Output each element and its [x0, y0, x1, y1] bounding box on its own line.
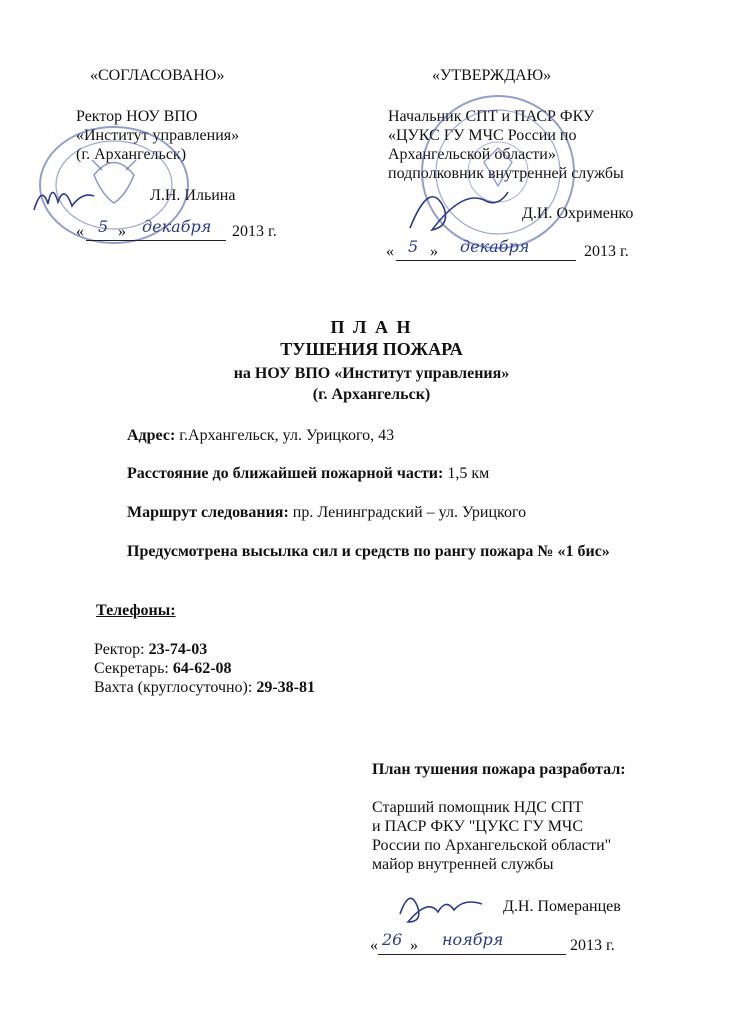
distance-line — [127, 464, 489, 483]
left-date-open-quote: « — [76, 223, 84, 240]
address-line — [127, 426, 394, 445]
address-value: г.Архангельск, ул. Урицкого, 43 — [175, 427, 395, 444]
phones-heading: Телефоны: — [96, 602, 176, 619]
developer-heading: План тушения пожара разработал: — [372, 761, 626, 778]
right-date-year: 2013 г. — [584, 243, 629, 260]
left-approval-line-3: (г. Архангельск) — [76, 146, 187, 163]
left-date-close-quote: » — [118, 223, 126, 240]
phone-rector-number: 23-74-03 — [148, 641, 208, 658]
phone-secretary-number: 64-62-08 — [172, 660, 232, 677]
left-approval-line-2: «Институт управления» — [76, 127, 240, 144]
right-date-day: 5 — [408, 237, 419, 256]
developer-signature — [396, 884, 496, 924]
left-date-month: декабря — [142, 217, 212, 236]
right-approval-line-2: «ЦУКС ГУ МЧС России по — [388, 127, 577, 144]
left-approval-signer: Л.Н. Ильина — [150, 187, 236, 204]
phone-rector-label: Ректор: — [94, 641, 149, 658]
right-date-open-quote: « — [386, 243, 394, 260]
developer-date-close-quote: » — [410, 937, 418, 954]
developer-date-underline — [378, 954, 566, 955]
right-signature — [404, 176, 514, 236]
right-date-close-quote: » — [430, 243, 438, 260]
developer-line-2: и ПАСР ФКУ "ЦУКС ГУ МЧС — [372, 818, 583, 835]
route-value: пр. Ленинградский – ул. Урицкого — [288, 504, 527, 521]
right-date-month: декабря — [460, 237, 530, 256]
route-label: Маршрут следования: — [127, 504, 289, 521]
right-approval-line-4: подполковник внутренней службы — [388, 165, 624, 182]
distance-label: Расстояние до ближайшей пожарной части: — [127, 465, 444, 482]
developer-line-4: майор внутренней службы — [372, 856, 554, 873]
right-approval-heading: «УТВЕРЖДАЮ» — [432, 67, 552, 84]
plan-object-name: на НОУ ВПО «Институт управления» — [233, 365, 510, 382]
developer-date-year: 2013 г. — [570, 937, 615, 954]
phone-guard — [94, 678, 315, 697]
distance-value: 1,5 км — [443, 465, 490, 482]
address-label: Адрес: — [127, 427, 176, 444]
plan-title: П Л А Н — [330, 317, 413, 337]
plan-subtitle: ТУШЕНИЯ ПОЖАРА — [280, 339, 463, 359]
developer-signer: Д.Н. Померанцев — [503, 898, 621, 915]
left-date-underline — [86, 240, 226, 241]
left-signature — [30, 180, 100, 220]
developer-date-month: ноября — [442, 930, 504, 949]
plan-object-city: (г. Архангельск) — [312, 386, 431, 403]
left-approval-heading: «СОГЛАСОВАНО» — [90, 67, 225, 84]
phone-guard-number: 29-38-81 — [256, 679, 315, 696]
phone-guard-label: Вахта (круглосуточно): — [94, 679, 257, 696]
fire-rank-text: Предусмотрена высылка сил и средств по рангу пожара № «1 бис» — [127, 543, 610, 560]
left-date-day: 5 — [98, 217, 109, 236]
route-line — [127, 503, 526, 522]
developer-date-day: 26 — [382, 930, 403, 949]
right-approval-line-3: Архангельской области» — [388, 146, 556, 163]
phone-rector — [94, 640, 207, 659]
developer-line-1: Старший помощник НДС СПТ — [372, 799, 583, 816]
left-approval-line-1: Ректор НОУ ВПО — [76, 108, 198, 125]
phone-secretary — [94, 659, 232, 678]
phone-secretary-label: Секретарь: — [94, 660, 173, 677]
developer-line-3: России по Архангельской области" — [372, 837, 612, 854]
developer-date-open-quote: « — [370, 937, 378, 954]
right-approval-line-1: Начальник СПТ и ПАСР ФКУ — [388, 108, 595, 125]
right-date-underline — [396, 260, 576, 261]
left-date-year: 2013 г. — [232, 223, 277, 240]
right-approval-signer: Д.И. Охрименко — [522, 205, 634, 222]
